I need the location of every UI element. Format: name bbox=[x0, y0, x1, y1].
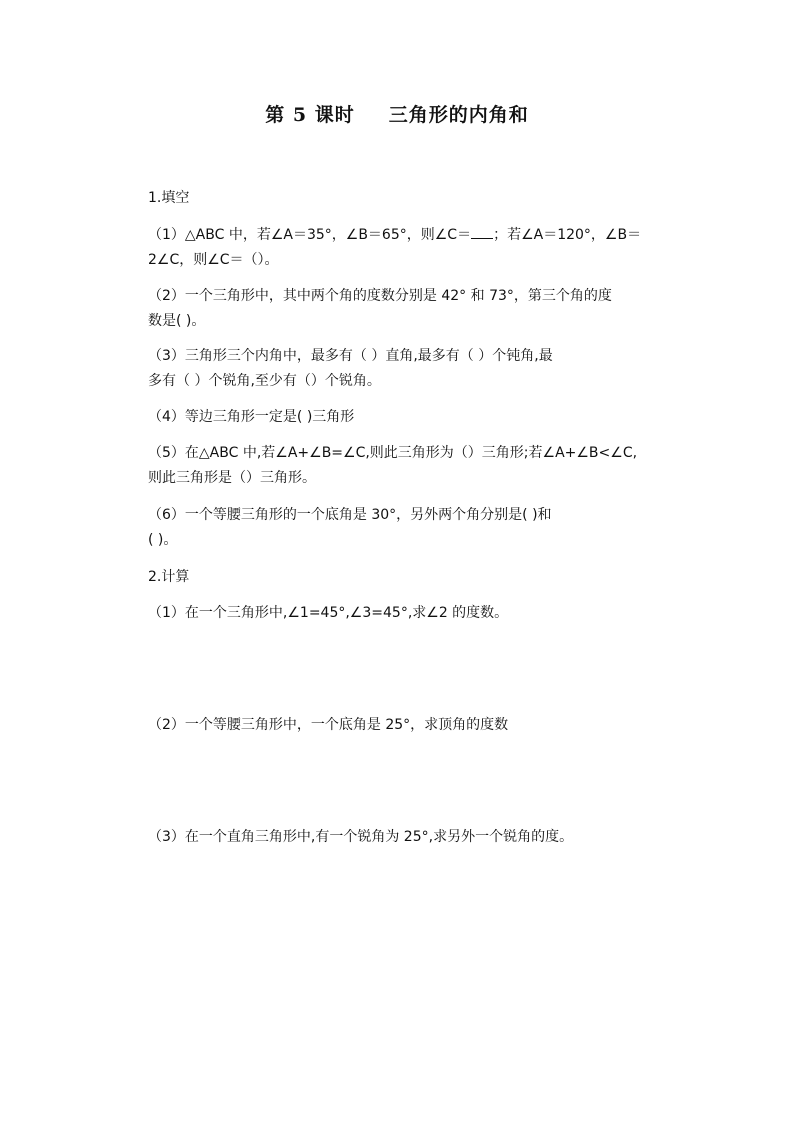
lesson-number: 第 5 课时 bbox=[265, 104, 355, 126]
question-1-3 bbox=[148, 344, 688, 394]
question-1-4-line-1: （4）等边三角形一定是( )三角形 bbox=[148, 409, 355, 425]
question-1-2-line-1: （2）一个三角形中，其中两个角的度数分别是 42° 和 73°，第三个角的度 bbox=[148, 288, 612, 304]
page-title bbox=[0, 100, 794, 127]
question-1-1-line-1 bbox=[148, 223, 688, 248]
question-1-6-line-1: （6）一个等腰三角形的一个底角是 30°，另外两个角分别是( )和 bbox=[148, 507, 552, 523]
section-heading-calculate: 2.计算 bbox=[148, 569, 190, 585]
question-1-1-text-b: ；若∠A＝120°，∠B＝ bbox=[493, 227, 642, 243]
lesson-topic: 三角形的内角和 bbox=[388, 104, 529, 126]
question-2-2: （2）一个等腰三角形中，一个底角是 25°，求顶角的度数 bbox=[148, 717, 509, 733]
question-2-3: （3）在一个直角三角形中,有一个锐角为 25°,求另外一个锐角的度。 bbox=[148, 829, 574, 845]
question-1-4 bbox=[148, 405, 688, 430]
question-1-3-line-2: 多有（ ）个锐角,至少有（）个锐角。 bbox=[148, 373, 381, 389]
question-1-1-line-2: 2∠C，则∠C＝（）。 bbox=[148, 252, 279, 268]
answer-blank bbox=[471, 224, 493, 239]
section-heading-fill-in: 1.填空 bbox=[148, 190, 190, 206]
question-1-2-line-2: 数是( )。 bbox=[148, 313, 206, 329]
question-1-3-line-1: （3）三角形三个内角中，最多有（ ）直角,最多有（ ）个钝角,最 bbox=[148, 348, 553, 364]
question-1-5-line-1: （5）在△ABC 中,若∠A+∠B=∠C,则此三角形为（）三角形;若∠A+∠B<∠C, bbox=[148, 445, 638, 461]
question-1-2 bbox=[148, 284, 688, 334]
question-2-1: （1）在一个三角形中,∠1=45°,∠3=45°,求∠2 的度数。 bbox=[148, 605, 509, 621]
question-1-1-text-a: （1）△ABC 中，若∠A＝35°，∠B＝65°，则∠C＝ bbox=[148, 227, 472, 243]
question-1-6-line-2: ( )。 bbox=[148, 532, 178, 548]
question-1-5-line-2: 则此三角形是（）三角形。 bbox=[148, 470, 316, 486]
question-1-5 bbox=[148, 441, 688, 491]
question-1-6 bbox=[148, 503, 688, 553]
question-1-1 bbox=[148, 223, 688, 273]
